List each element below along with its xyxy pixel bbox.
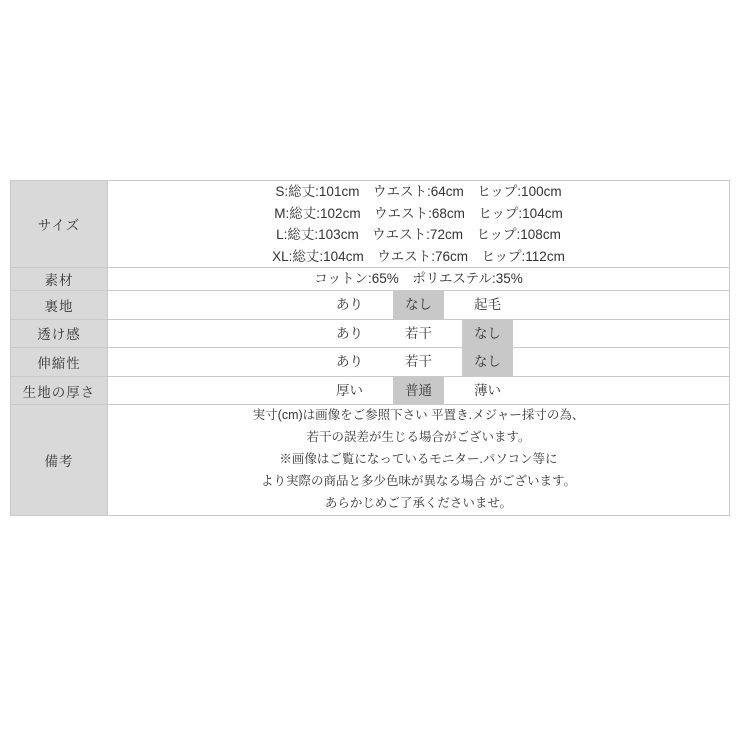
option-selected: なし	[462, 320, 513, 348]
text-line: 若干の誤差が生じる場合がございます。	[306, 430, 531, 445]
value-lines	[108, 181, 729, 267]
table-row	[11, 376, 730, 405]
option: 若干	[405, 354, 432, 370]
row-value	[108, 348, 730, 377]
spec-table-body	[11, 181, 730, 516]
option-group	[108, 320, 729, 348]
option: あり	[336, 325, 363, 341]
specification-table	[10, 180, 730, 516]
text-line: S:総丈:101cm ウエスト:64cm ヒップ:100cm	[275, 184, 562, 199]
text-line: L:総丈:103cm ウエスト:72cm ヒップ:108cm	[276, 227, 561, 243]
option-group	[108, 348, 729, 376]
table-row	[11, 405, 730, 515]
table-row	[11, 319, 730, 348]
table-row	[11, 290, 730, 319]
row-value	[108, 268, 730, 291]
text-line: M:総丈:102cm ウエスト:68cm ヒップ:104cm	[274, 205, 563, 221]
value-lines	[108, 268, 729, 290]
option: 薄い	[474, 382, 501, 398]
text-line: あらかじめご了承くださいませ。	[324, 495, 513, 510]
option-group	[108, 291, 729, 319]
table-row	[11, 268, 730, 291]
option: 起毛	[474, 296, 501, 312]
row-label: 備考	[11, 405, 108, 515]
option: 若干	[405, 325, 432, 341]
table-row	[11, 181, 730, 268]
row-label: 素材	[11, 268, 108, 291]
row-label: 伸縮性	[11, 348, 108, 377]
row-label: サイズ	[11, 181, 108, 268]
text-line: XL:総丈:104cm ウエスト:76cm ヒップ:112cm	[272, 248, 565, 264]
option: あり	[336, 354, 363, 370]
option-group	[108, 377, 729, 405]
text-line: より実際の商品と多少色味が異なる場合 がございます。	[261, 473, 576, 488]
option-selected: なし	[462, 348, 513, 376]
row-label: 透け感	[11, 319, 108, 348]
note-text	[108, 405, 729, 514]
row-value	[108, 405, 730, 515]
option: あり	[336, 296, 363, 312]
text-line: ※画像はご覧になっているモニター.パソコン等に	[279, 452, 558, 467]
row-value	[108, 290, 730, 319]
row-value	[108, 319, 730, 348]
text-line: 実寸(cm)は画像をご参照下さい 平置き.メジャー採寸の為、	[252, 408, 585, 423]
text-line: コットン:65% ポリエステル:35%	[314, 271, 523, 287]
option: 厚い	[336, 382, 363, 398]
option-selected: 普通	[393, 377, 444, 405]
row-label: 裏地	[11, 290, 108, 319]
row-value	[108, 181, 730, 268]
row-label: 生地の厚さ	[11, 376, 108, 405]
option-selected: なし	[393, 291, 444, 319]
table-row	[11, 348, 730, 377]
row-value	[108, 376, 730, 405]
